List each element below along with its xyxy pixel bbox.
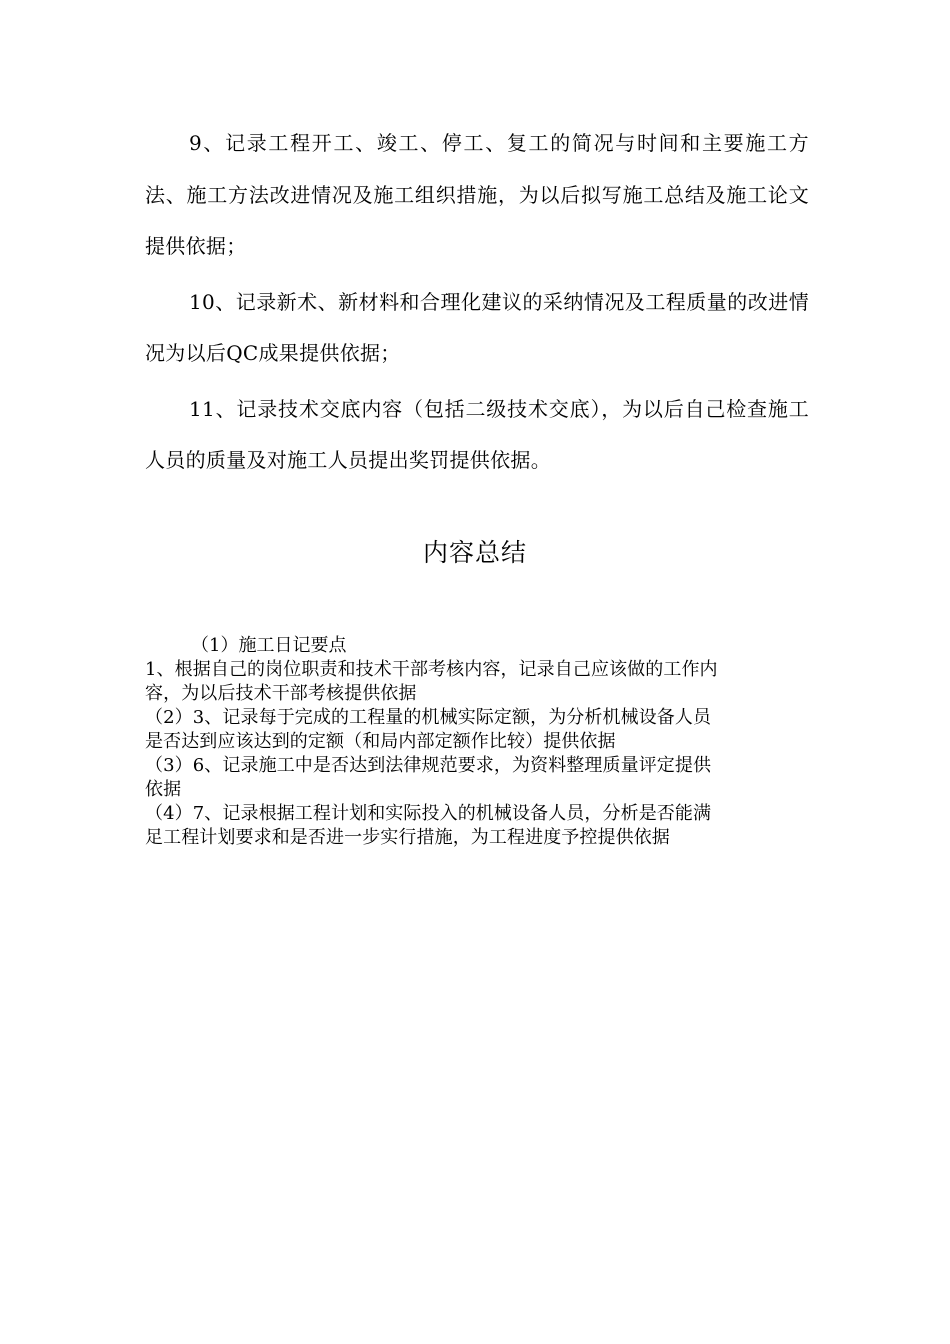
summary-line: 足工程计划要求和是否进一步实行措施，为工程进度予控提供依据 [145,827,670,848]
paragraph-item-9: 9、记录工程开工、竣工、停工、复工的简况与时间和主要施工方法、施工方法改进情况及施工组织措施，为以后拟写施工总结及施工论文提供依据； [145,131,809,258]
body-text [145,118,809,491]
summary-line: 依据 [145,779,182,800]
summary-section [145,634,795,850]
summary-line: 1、根据自己的岗位职责和技术干部考核内容，记录自己应该做的工作内 [145,659,718,680]
summary-heading: 内容总结 [422,538,527,567]
summary-subheading: （1）施工日记要点 [191,635,347,656]
paragraph-item-10: 10、记录新术、新材料和合理化建议的采纳情况及工程质量的改进情况为以后QC成果提供依据； [145,289,809,365]
paragraph-item-11: 11、记录技术交底内容（包括二级技术交底），为以后自己检查施工人员的质量及对施工人员提出奖罚提供依据。 [145,396,809,472]
summary-line: （4）7、记录根据工程计划和实际投入的机械设备人员，分析是否能满 [145,803,712,824]
summary-line: （3）6、记录施工中是否达到法律规范要求，为资料整理质量评定提供 [145,755,712,776]
summary-line: 容，为以后技术干部考核提供依据 [145,683,417,704]
summary-line: 是否达到应该达到的定额（和局内部定额作比较）提供依据 [145,731,616,752]
summary-line: （2）3、记录每于完成的工程量的机械实际定额，为分析机械设备人员 [145,707,712,728]
